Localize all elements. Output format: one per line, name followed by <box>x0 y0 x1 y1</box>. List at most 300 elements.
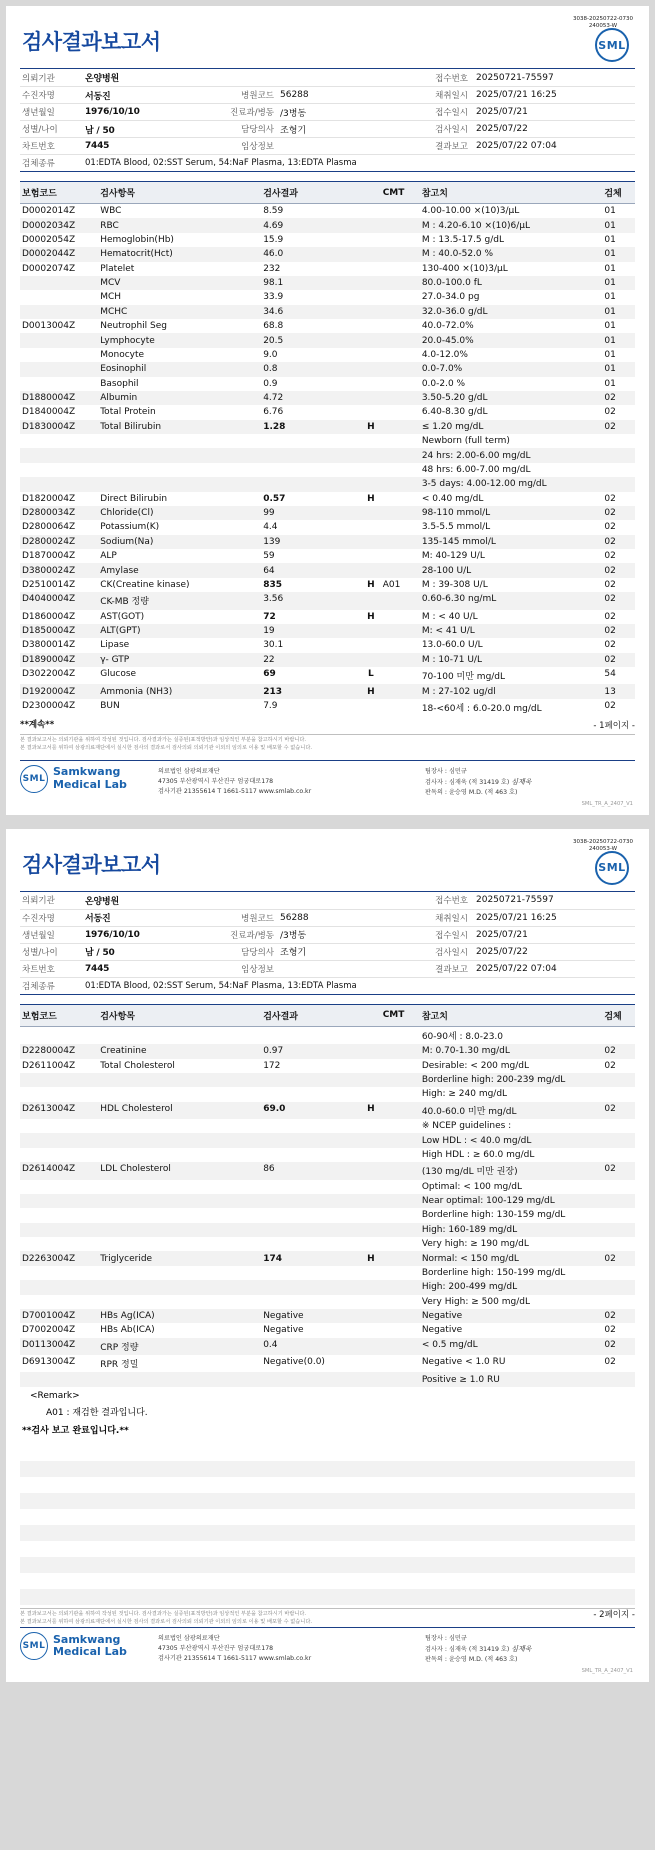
value-clinical-2 <box>280 961 398 977</box>
cell-code: D7002004Z <box>22 1325 76 1336</box>
value-sexage: 남 / 50 <box>85 125 115 136</box>
cell-cmt <box>381 1237 420 1251</box>
filler-row <box>20 1493 635 1509</box>
cell-result: Negative(0.0) <box>263 1357 325 1368</box>
cell-cmt <box>381 305 420 319</box>
cell-code: D0013004Z <box>22 321 76 332</box>
cell-ref: (130 mg/dL 미만 권장) <box>420 1162 603 1179</box>
cell-ref: Very high: ≥ 190 mg/dL <box>421 1239 529 1250</box>
cell-ref: 18-<60세 : 6.0-20.0 mg/dL <box>421 703 542 714</box>
table-row <box>20 1266 635 1280</box>
label-accession-2: 접수번호 <box>435 896 468 907</box>
cell-cmt <box>381 506 420 520</box>
table-row <box>20 276 635 290</box>
cell-name: Basophil <box>100 378 139 389</box>
cell-flag <box>361 463 381 477</box>
cell-result: 64 <box>261 563 361 577</box>
cell-result: 4.69 <box>261 218 361 232</box>
page-header <box>20 16 635 66</box>
cell-name: Sodium(Na) <box>98 535 261 549</box>
cell-name: AST(GOT) <box>100 611 145 622</box>
cell-name: Glucose <box>100 669 137 680</box>
remark-complete: **검사 보고 완료입니다.** <box>22 1425 129 1436</box>
document-code-2-line2: 240053-W <box>588 846 618 853</box>
cell-spec: 02 <box>602 1044 635 1058</box>
cell-flag <box>361 1194 381 1208</box>
table-row <box>20 1148 635 1162</box>
legal-line1: 본 결과보고서는 의뢰기관을 위하여 작성된 것입니다. 검사결과가는 실증된(표적방안)과 임상적인 부분을 참고하시기 바랍니다. <box>20 737 307 744</box>
cell-ref: Negative <box>421 1325 463 1336</box>
cell-flag <box>361 377 381 391</box>
value-blank1-2 <box>280 892 398 909</box>
cell-spec: 02 <box>602 1309 635 1323</box>
remark-line: A01 : 재검한 결과입니다. <box>46 1407 148 1418</box>
form-version-2: SML_TR_A_2407_V1 <box>581 1668 633 1675</box>
cell-ref: Borderline high: 200-239 mg/dL <box>420 1073 603 1087</box>
cell-flag <box>361 233 381 247</box>
cell-flag <box>361 1059 381 1073</box>
table-row <box>20 699 635 716</box>
col-code: 보험코드 <box>20 182 98 204</box>
value-sexage-2: 남 / 50 <box>85 948 115 959</box>
value-patient-2: 서동진 <box>85 914 111 925</box>
cell-flag <box>361 262 381 276</box>
cell-result <box>261 1237 361 1251</box>
cell-cmt <box>381 463 420 477</box>
cell-code: D6913004Z <box>22 1357 76 1368</box>
value-doctor-2: 조형기 <box>280 948 307 959</box>
cell-result: 4.4 <box>263 522 278 533</box>
label-clinical: 임상정보 <box>241 142 274 152</box>
cell-result: 34.6 <box>261 305 361 319</box>
cell-cmt <box>381 319 420 333</box>
cell-cmt <box>381 218 420 232</box>
table-header-row-2 <box>20 1004 635 1026</box>
document-code-line1: 3038-20250722-0730 <box>573 16 633 22</box>
cell-ref: 20.0-45.0% <box>420 333 603 347</box>
cell-ref: M: 0.70-1.30 mg/dL <box>420 1044 603 1058</box>
info-row-specimen <box>20 154 635 171</box>
label-birth-2: 생년월일 <box>22 930 55 941</box>
label-accession: 접수번호 <box>435 73 468 84</box>
cell-ref: 24 hrs: 2.00-6.00 mg/dL <box>420 448 603 462</box>
cell-cmt <box>381 477 420 491</box>
value-birth: 1976/10/10 <box>85 107 140 117</box>
cell-ref: M : 27-102 ug/dl <box>420 684 603 698</box>
brand-2-line2: Medical Lab <box>53 1645 127 1659</box>
filler-row <box>20 1509 635 1525</box>
page-number-2: - 2페이지 - <box>593 1610 635 1621</box>
cell-result <box>261 1180 361 1194</box>
cell-cmt <box>381 1180 420 1194</box>
table-row <box>20 1162 635 1179</box>
footer-2-sign-line1: 팀장사 : 심민규 <box>425 1635 467 1643</box>
cell-spec: 02 <box>602 1102 635 1119</box>
table-row <box>20 348 635 362</box>
cell-name: Monocyte <box>100 349 145 360</box>
results-body-page2 <box>20 1026 635 1387</box>
table-row <box>20 1372 635 1386</box>
footer-2-addr-line2: 47305 부산광역시 부산진구 엄궁대로178 <box>158 1645 274 1653</box>
table-row <box>20 610 635 624</box>
cell-flag <box>361 1180 381 1194</box>
cell-cmt <box>381 1223 420 1237</box>
cell-spec: 02 <box>602 624 635 638</box>
cell-result <box>261 1223 361 1237</box>
value-received: 2025/07/21 <box>476 107 528 117</box>
cell-cmt <box>381 204 420 219</box>
cell-result <box>261 1119 361 1133</box>
cell-ref: ≤ 1.20 mg/dL <box>420 420 603 434</box>
table-row <box>20 1280 635 1294</box>
table-row <box>20 653 635 667</box>
table-row <box>20 1194 635 1208</box>
cell-result: 72 <box>263 611 276 622</box>
cell-ref: M: 40-129 U/L <box>421 551 485 562</box>
cell-name <box>98 1223 261 1237</box>
cell-flag <box>361 1087 381 1101</box>
label-sexage-2: 성별/나이 <box>22 947 58 958</box>
cell-flag: H <box>361 1102 381 1119</box>
table-row <box>20 1295 635 1309</box>
table-row <box>20 463 635 477</box>
cell-spec: 02 <box>602 1251 635 1265</box>
cell-result: 8.59 <box>263 206 284 217</box>
cell-spec <box>602 1119 635 1133</box>
info-row-birth <box>20 103 635 120</box>
cell-code: D7001004Z <box>20 1309 98 1323</box>
cell-result: 835 <box>263 579 282 590</box>
info-row-birth-2 <box>20 926 635 943</box>
cell-name: Creatinine <box>98 1044 261 1058</box>
label-sexage: 성별/나이 <box>22 125 58 135</box>
cell-ref: < 0.5 mg/dL <box>420 1338 603 1355</box>
value-blank1 <box>280 69 398 86</box>
cell-name: Amylase <box>98 563 261 577</box>
cell-name <box>98 463 261 477</box>
col-flag <box>361 182 381 204</box>
cell-ref: 4.00-10.00 ×(10)3/µL <box>421 206 520 217</box>
cell-code <box>20 434 98 448</box>
cell-flag <box>361 699 381 716</box>
cell-cmt <box>381 405 420 419</box>
info-row-org-2 <box>20 892 635 909</box>
cell-ref: Desirable: < 200 mg/dL <box>421 1060 530 1071</box>
cell-spec: 02 <box>602 391 635 405</box>
table-row <box>20 1073 635 1087</box>
cell-flag <box>361 362 381 376</box>
cell-result <box>261 1073 361 1087</box>
cell-name: HDL Cholesterol <box>98 1102 261 1119</box>
cell-result: 7.9 <box>263 700 278 711</box>
cell-name <box>98 1372 261 1386</box>
patient-info-panel-2 <box>20 891 635 995</box>
info-row-sexage-2 <box>20 943 635 960</box>
cell-flag: H <box>361 1251 381 1265</box>
info-row-chart <box>20 137 635 154</box>
cell-name: Chloride(Cl) <box>98 506 261 520</box>
table-row <box>20 1026 635 1044</box>
cell-name: Platelet <box>100 263 135 274</box>
cell-spec <box>602 1372 635 1386</box>
info-row-org <box>20 69 635 86</box>
table-row <box>20 290 635 304</box>
legal-2-line1: 본 결과보고서는 의뢰기관을 위하여 작성된 것입니다. 검사결과가는 실증된(표적방안)과 임상적인 부분을 참고하시기 바랍니다. <box>20 1610 307 1617</box>
cell-result: 22 <box>261 653 361 667</box>
filler-row <box>20 1525 635 1541</box>
cell-cmt <box>381 233 420 247</box>
footer-2-addr-line3: 검사기관 21355614 T 1661-5117 www.smlab.co.kr <box>158 1655 312 1663</box>
cell-cmt <box>381 1295 420 1309</box>
cell-name <box>98 1194 261 1208</box>
cell-result: 3.56 <box>261 592 361 609</box>
cell-spec: 02 <box>604 579 616 590</box>
cell-result: 9.0 <box>263 349 278 360</box>
cell-result: 1.28 <box>261 420 361 434</box>
cell-result <box>261 1280 361 1294</box>
cell-result: 4.72 <box>261 391 361 405</box>
cell-spec <box>602 1208 635 1222</box>
col-result-2: 검사결과 <box>261 1004 361 1026</box>
footer-sign-line2: 검사자 : 심재욱 (적 31419 호) 심재욱 <box>425 777 532 786</box>
cell-name: Neutrophil Seg <box>100 321 167 332</box>
cell-flag <box>361 1355 381 1372</box>
cell-spec: 01 <box>604 263 616 274</box>
cell-code: D0113004Z <box>20 1338 98 1355</box>
cell-result: 15.9 <box>263 234 284 245</box>
cell-spec: 02 <box>604 522 616 533</box>
table-row <box>20 1251 635 1265</box>
table-row <box>20 1180 635 1194</box>
cell-spec: 02 <box>602 420 635 434</box>
cell-spec: 02 <box>602 1162 635 1179</box>
cell-flag <box>361 477 381 491</box>
table-row <box>20 362 635 376</box>
cell-spec <box>602 1266 635 1280</box>
cell-cmt <box>381 391 420 405</box>
footer-2-addr-line1: 의료법인 삼광의료재단 <box>158 1635 220 1643</box>
form-version-1: SML_TR_A_2407_V1 <box>581 800 633 807</box>
cell-ref: M : 13.5-17.5 g/dL <box>421 234 504 245</box>
cell-code <box>20 1237 98 1251</box>
col-ref-2: 참고치 <box>420 1004 603 1026</box>
value-tested: 2025/07/22 <box>476 124 528 134</box>
cell-name <box>98 1208 261 1222</box>
label-dept-ward-2: 진료과/병동 <box>230 930 274 941</box>
cell-spec: 01 <box>604 292 616 303</box>
cell-name <box>98 1073 261 1087</box>
cell-name <box>98 1026 261 1044</box>
legal-2-line2: 본 결과보고서를 위하여 삼광의료재단에서 실시한 검사의 결과로서 검사의뢰 의뢰기관 이외의 임의로 이용 및 배포할 수 없습니다. <box>20 1618 312 1625</box>
cell-spec: 01 <box>604 234 616 245</box>
cell-cmt <box>381 653 420 667</box>
cell-result: 46.0 <box>261 247 361 261</box>
cell-flag <box>361 1133 381 1147</box>
cell-spec <box>602 448 635 462</box>
cell-ref: < 0.40 mg/dL <box>421 493 484 504</box>
cell-ref: 130-400 ×(10)3/µL <box>421 263 508 274</box>
cell-cmt <box>381 1148 420 1162</box>
value-tested-2: 2025/07/22 <box>476 946 528 957</box>
cell-code <box>20 377 98 391</box>
cell-result: 0.9 <box>263 378 278 389</box>
value-accession-2: 20250721-75597 <box>476 895 554 906</box>
cell-result: 0.57 <box>263 493 286 504</box>
table-row <box>20 333 635 347</box>
value-collected-2: 2025/07/21 16:25 <box>476 912 557 923</box>
col-spec: 검체 <box>602 182 635 204</box>
cell-spec: 01 <box>604 349 616 360</box>
brand-line2: Medical Lab <box>53 777 127 791</box>
cell-code: D3800024Z <box>20 563 98 577</box>
filler-row <box>20 1557 635 1573</box>
cell-code: D1890004Z <box>20 653 98 667</box>
document-code-2 <box>573 839 633 854</box>
cell-cmt <box>381 1251 420 1265</box>
label-received: 접수일시 <box>435 108 468 118</box>
cell-cmt <box>381 362 420 376</box>
cell-ref: Optimal: < 100 mg/dL <box>421 1181 522 1192</box>
cell-spec <box>602 1194 635 1208</box>
cell-spec: 02 <box>602 1338 635 1355</box>
table-row <box>20 684 635 698</box>
cell-ref: 3.50-5.20 g/dL <box>420 391 603 405</box>
col-ref: 참고치 <box>420 182 603 204</box>
footer-signatures-2 <box>425 1632 635 1665</box>
value-specimen: 01:EDTA Blood, 02:SST Serum, 54:NaF Plasma, 13:EDTA Plasma <box>85 158 357 168</box>
label-birth: 생년월일 <box>22 108 55 118</box>
cell-cmt <box>381 1355 420 1372</box>
cell-spec: 02 <box>604 493 616 504</box>
cell-ref: 28-100 U/L <box>420 563 603 577</box>
cell-ref: Normal: < 150 mg/dL <box>420 1251 603 1265</box>
cell-flag <box>361 520 381 534</box>
cell-code <box>20 1087 98 1101</box>
value-hospital-code-2: 56288 <box>280 912 309 923</box>
table-row <box>20 262 635 276</box>
cell-spec: 01 <box>602 247 635 261</box>
cell-cmt <box>381 1266 420 1280</box>
table-row <box>20 1223 635 1237</box>
cell-flag <box>361 1119 381 1133</box>
label-blank1 <box>212 69 280 86</box>
info-row-chart-2 <box>20 960 635 977</box>
cell-code <box>20 1223 98 1237</box>
table-row <box>20 448 635 462</box>
cell-ref: 40.0-72.0% <box>421 321 474 332</box>
cell-ref: 60-90세 : 8.0-23.0 <box>421 1031 504 1042</box>
value-reported: 2025/07/22 07:04 <box>476 141 557 151</box>
page-header-2 <box>20 839 635 889</box>
cell-result <box>261 477 361 491</box>
cell-ref: ※ NCEP guidelines : <box>421 1121 512 1132</box>
cell-ref: Near optimal: 100-129 mg/dL <box>420 1194 603 1208</box>
cell-flag <box>361 1223 381 1237</box>
signature-mark-2: 심재욱 <box>511 1645 532 1654</box>
cell-result: 0.97 <box>261 1044 361 1058</box>
remark-block <box>20 1391 635 1436</box>
lab-logo-2 <box>595 851 629 885</box>
cell-cmt <box>381 1372 420 1386</box>
cell-spec <box>602 1295 635 1309</box>
col-spec-2: 검체 <box>602 1004 635 1026</box>
cell-spec: 01 <box>602 276 635 290</box>
cell-spec: 54 <box>604 669 616 680</box>
cell-spec: 02 <box>604 1060 616 1071</box>
cell-result <box>261 434 361 448</box>
col-flag-2 <box>361 1004 381 1026</box>
label-reported: 결과보고 <box>435 142 468 152</box>
brand-2-line1: Samkwang <box>53 1632 121 1646</box>
patient-info-panel <box>20 68 635 172</box>
cell-name: CRP 정량 <box>98 1338 261 1355</box>
cell-code <box>20 1026 98 1044</box>
footer-2-sign-line2: 검사자 : 심재욱 (적 31419 호) 심재욱 <box>425 1645 532 1654</box>
label-hospital-code: 병원코드 <box>241 91 274 101</box>
cell-flag <box>361 405 381 419</box>
footer-brand <box>53 766 127 791</box>
cell-code: D2800024Z <box>20 535 98 549</box>
cell-code <box>20 276 98 290</box>
cell-name <box>98 448 261 462</box>
cell-result <box>261 1266 361 1280</box>
cell-cmt <box>381 684 420 698</box>
value-collected: 2025/07/21 16:25 <box>476 90 557 100</box>
cell-name <box>98 1148 261 1162</box>
cell-flag <box>361 1237 381 1251</box>
cell-name: MCH <box>100 292 122 303</box>
cell-code <box>20 333 98 347</box>
cell-name: Lipase <box>100 640 130 651</box>
cell-flag: L <box>368 669 374 680</box>
footer-address <box>158 765 425 797</box>
cell-ref: M : 10-71 U/L <box>420 653 603 667</box>
cell-flag <box>361 653 381 667</box>
cell-ref: 4.0-12.0% <box>421 349 468 360</box>
cell-spec <box>602 1223 635 1237</box>
cell-name <box>98 1180 261 1194</box>
cell-name <box>98 1295 261 1309</box>
cell-cmt <box>381 1044 420 1058</box>
cell-cmt <box>381 624 420 638</box>
cell-code: D2611004Z <box>22 1060 76 1071</box>
table-row <box>20 1323 635 1337</box>
filler-row <box>20 1589 635 1605</box>
cell-spec: 02 <box>602 563 635 577</box>
cell-cmt <box>381 448 420 462</box>
cell-name: Hematocrit(Hct) <box>98 247 261 261</box>
cell-name: Total Cholesterol <box>100 1060 175 1071</box>
label-tested: 검사일시 <box>435 125 468 135</box>
table-row <box>20 305 635 319</box>
table-row <box>20 1119 635 1133</box>
cell-ref: Positive ≥ 1.0 RU <box>420 1372 603 1386</box>
cell-code <box>20 1194 98 1208</box>
cell-code <box>20 1280 98 1294</box>
cell-ref: Borderline high: 130-159 mg/dL <box>421 1210 566 1221</box>
cell-code: D1920004Z <box>20 684 98 698</box>
remark-title: <Remark> <box>30 1390 80 1401</box>
page-title-2: 검사결과보고서 <box>22 852 161 877</box>
cell-cmt <box>381 610 420 624</box>
table-row <box>20 377 635 391</box>
results-body-page1 <box>20 204 635 717</box>
cell-name: Total Bilirubin <box>98 420 261 434</box>
cell-code <box>20 1180 98 1194</box>
cell-flag <box>361 319 381 333</box>
cell-spec <box>602 1026 635 1044</box>
cell-cmt <box>381 1309 420 1323</box>
